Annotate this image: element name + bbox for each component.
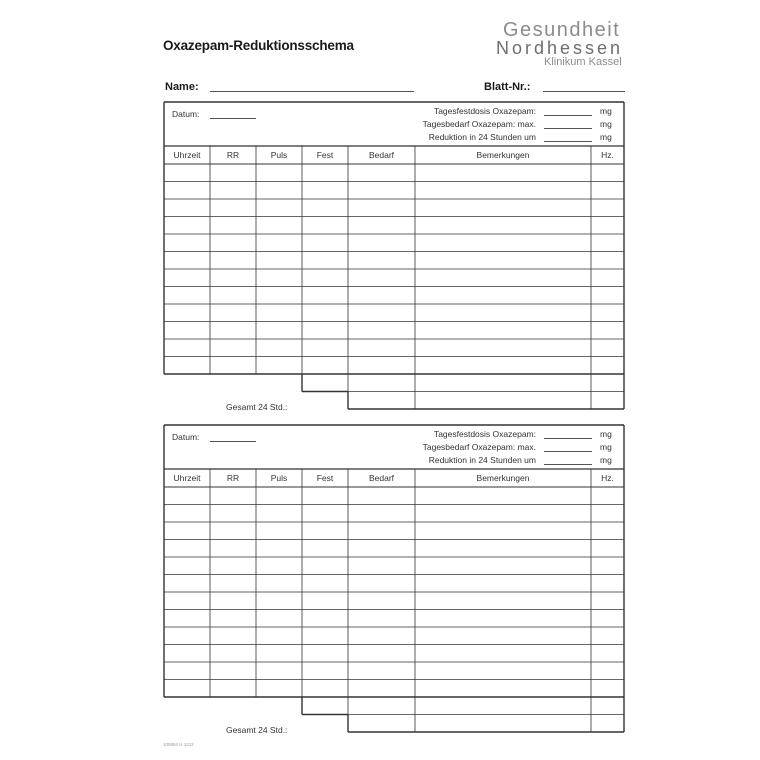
dose-label-demand: Tagesbedarf Oxazepam: max.	[422, 119, 536, 129]
col-hz-header: Hz.	[601, 473, 614, 483]
logo-line-3: Klinikum Kassel	[544, 56, 622, 68]
total-label: Gesamt 24 Std.:	[226, 402, 288, 412]
name-label: Name:	[165, 81, 199, 93]
col-rr-header: RR	[226, 150, 240, 160]
col-hz-header: Hz.	[601, 150, 614, 160]
col-puls-header: Puls	[270, 150, 288, 160]
dose-label-demand: Tagesbedarf Oxazepam: max.	[422, 442, 536, 452]
dose-label-reduction: Reduktion in 24 Stunden um	[428, 455, 536, 465]
sheet-number-label: Blatt-Nr.:	[484, 81, 531, 93]
unit-mg: mg	[600, 132, 612, 142]
logo-line-2: Nordhessen	[496, 38, 624, 58]
col-rr-header: RR	[226, 473, 240, 483]
col-puls-header: Puls	[270, 473, 288, 483]
col-bedarf-header: Bedarf	[368, 150, 395, 160]
logo-line-1: Gesundheit	[503, 19, 621, 41]
unit-mg: mg	[600, 429, 612, 439]
unit-mg: mg	[600, 119, 612, 129]
date-label: Datum:	[172, 109, 200, 119]
dose-label-reduction: Reduktion in 24 Stunden um	[428, 132, 536, 142]
col-fest-header: Fest	[316, 150, 334, 160]
col-bemerkungen-header: Bemerkungen	[476, 150, 530, 160]
col-uhrzeit-header: Uhrzeit	[173, 150, 201, 160]
date-label: Datum:	[172, 432, 200, 442]
unit-mg: mg	[600, 442, 612, 452]
unit-mg: mg	[600, 106, 612, 116]
col-fest-header: Fest	[316, 473, 334, 483]
page-title: Oxazepam-Reduktionsschema	[163, 38, 354, 53]
unit-mg: mg	[600, 455, 612, 465]
dose-label-fixed: Tagesfestdosis Oxazepam:	[433, 429, 536, 439]
col-bemerkungen-header: Bemerkungen	[476, 473, 530, 483]
col-bedarf-header: Bedarf	[368, 473, 395, 483]
col-uhrzeit-header: Uhrzeit	[173, 473, 201, 483]
form-code: 100894 H 1212	[163, 742, 194, 747]
total-label: Gesamt 24 Std.:	[226, 725, 288, 735]
dose-label-fixed: Tagesfestdosis Oxazepam:	[433, 106, 536, 116]
